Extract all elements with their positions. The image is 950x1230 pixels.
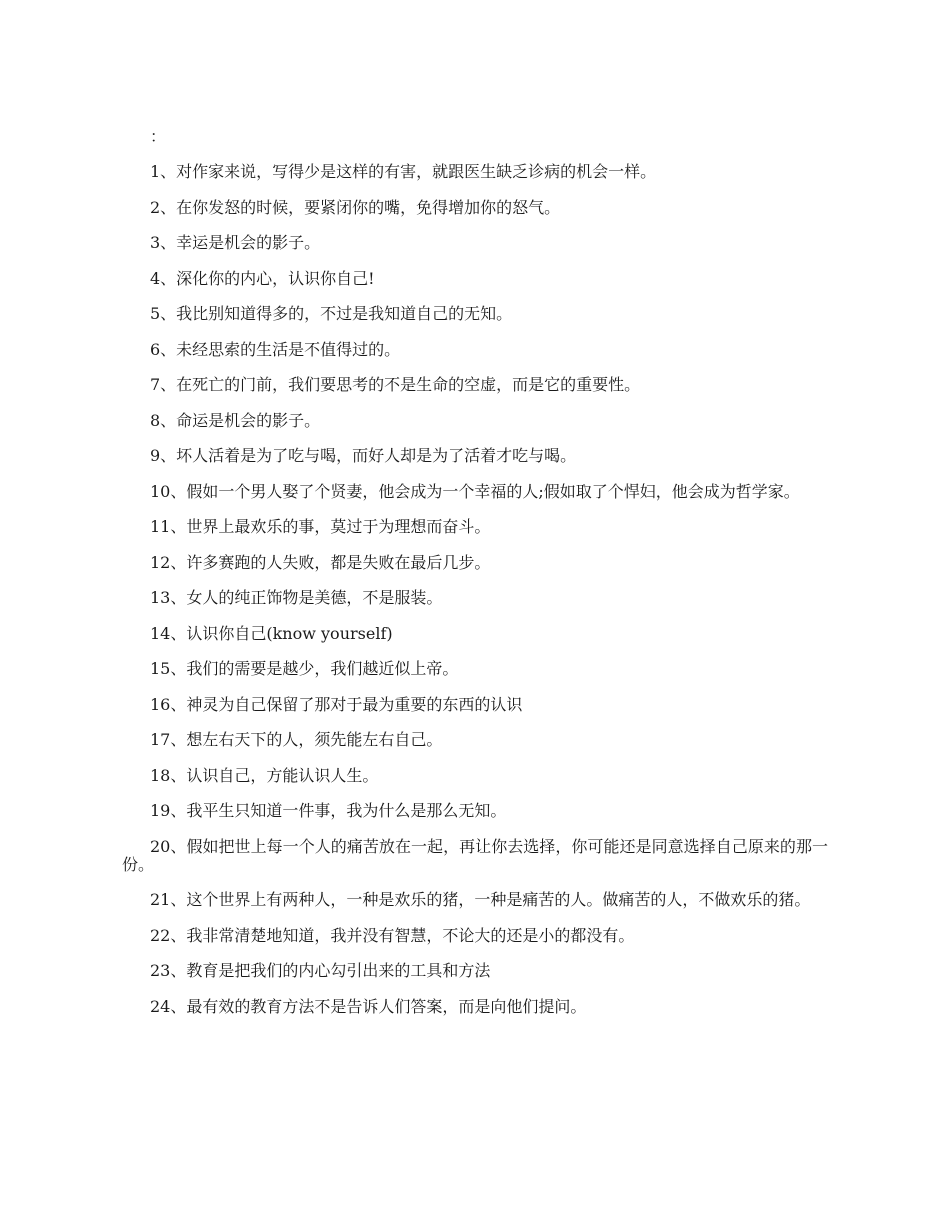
quote-item-17: 17、想左右天下的人，须先能左右自己。 bbox=[150, 730, 443, 749]
quote-item-6: 6、未经思索的生活是不值得过的。 bbox=[150, 339, 401, 359]
quote-item-23: 23、教育是把我们的内心勾引出来的工具和方法 bbox=[150, 961, 491, 980]
quote-item-10: 10、假如一个男人娶了个贤妻，他会成为一个幸福的人;假如取了个悍妇，他会成为哲学家。 bbox=[150, 481, 800, 501]
document-body bbox=[122, 127, 828, 1033]
quote-item-2: 2、在你发怒的时候，要紧闭你的嘴，免得增加你的怒气。 bbox=[150, 197, 561, 217]
quote-item-5: 5、我比别知道得多的，不过是我知道自己的无知。 bbox=[150, 304, 513, 323]
quote-item-14: 14、认识你自己(know yourself) bbox=[150, 623, 393, 643]
quote-item-24: 24、最有效的教育方法不是告诉人们答案，而是向他们提问。 bbox=[150, 996, 587, 1016]
quote-item-22: 22、我非常清楚地知道，我并没有智慧，不论大的还是小的都没有。 bbox=[150, 925, 635, 945]
quote-item-7: 7、在死亡的门前，我们要思考的不是生命的空虚，而是它的重要性。 bbox=[150, 375, 641, 394]
quote-item-9: 9、坏人活着是为了吃与喝，而好人却是为了活着才吃与喝。 bbox=[150, 446, 577, 465]
quote-item-18: 18、认识自己，方能认识人生。 bbox=[150, 765, 379, 785]
quote-item-4: 4、深化你的内心，认识你自己! bbox=[150, 268, 375, 288]
quote-item-8: 8、命运是机会的影子。 bbox=[150, 410, 321, 430]
quote-item-21: 21、这个世界上有两种人，一种是欢乐的猪，一种是痛苦的人。做痛苦的人，不做欢乐的猪。 bbox=[150, 890, 811, 909]
quote-item-3: 3、幸运是机会的影子。 bbox=[150, 233, 321, 252]
quote-item-1: 1、对作家来说，写得少是这样的有害，就跟医生缺乏诊病的机会一样。 bbox=[150, 162, 657, 181]
quote-item-15: 15、我们的需要是越少，我们越近似上帝。 bbox=[150, 659, 459, 678]
quote-item-19: 19、我平生只知道一件事，我为什么是那么无知。 bbox=[150, 801, 507, 820]
document-heading: ： bbox=[150, 127, 167, 146]
quote-item-16: 16、神灵为自己保留了那对于最为重要的东西的认识 bbox=[150, 694, 523, 714]
quote-item-11: 11、世界上最欢乐的事，莫过于为理想而奋斗。 bbox=[150, 517, 491, 536]
quote-item-13: 13、女人的纯正饰物是美德，不是服装。 bbox=[150, 588, 443, 607]
quote-item-12: 12、许多赛跑的人失败，都是失败在最后几步。 bbox=[150, 552, 491, 572]
quote-list bbox=[122, 163, 828, 1016]
quote-item-20: 20、假如把世上每一个人的痛苦放在一起，再让你去选择，你可能还是同意选择自己原来的那一份。 bbox=[122, 836, 828, 874]
